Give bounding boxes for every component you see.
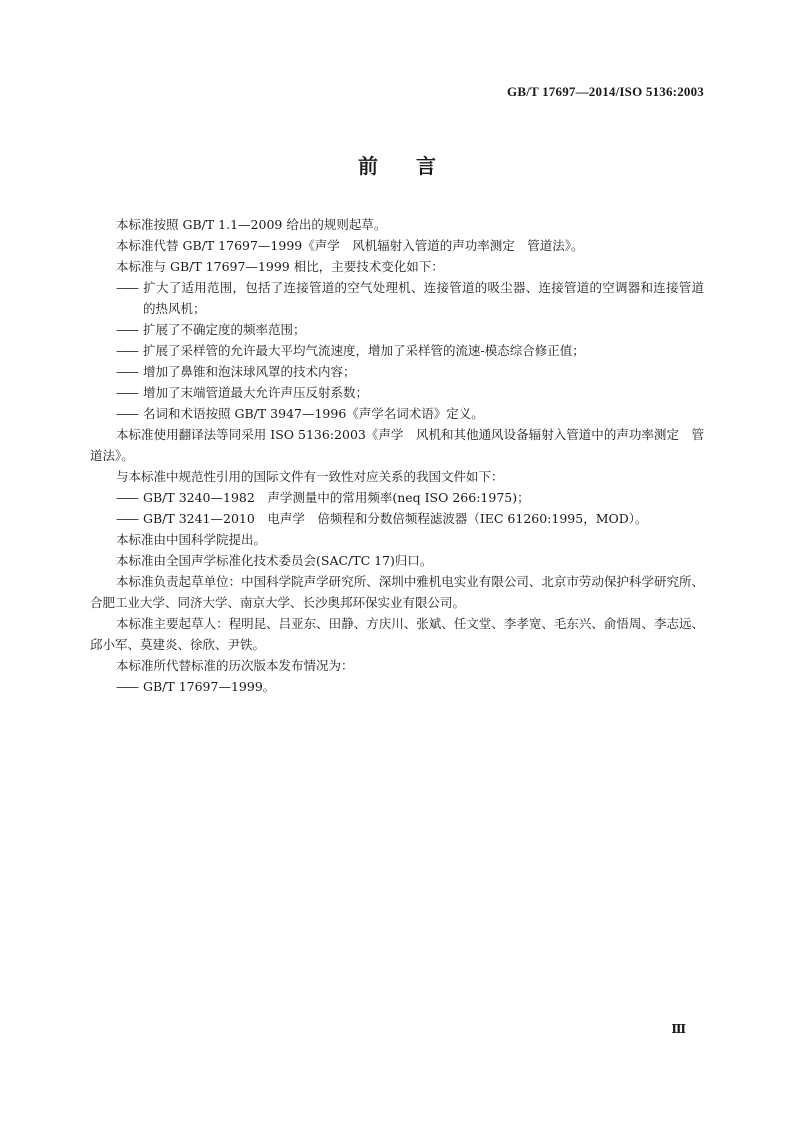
list-item: —— GB/T 3241—2010 电声学 倍频程和分数倍频程滤波器（IEC 61260:1995，MOD）。 [90, 508, 704, 529]
list-item: —— 增加了末端管道最大允许声压反射系数； [90, 382, 704, 403]
list-item: —— GB/T 3240—1982 声学测量中的常用频率(neq ISO 266:1975)； [90, 487, 704, 508]
paragraph: 本标准主要起草人：程明昆、吕亚东、田静、方庆川、张斌、任文堂、李孝宽、毛东兴、俞悟周、李志远、邱小军、莫建炎、徐欣、尹铁。 [90, 616, 704, 652]
page-number: Ⅲ [671, 1022, 686, 1036]
list-item: —— GB/T 17697—1999。 [90, 676, 704, 697]
dash-mark: —— [116, 406, 137, 421]
dash-mark: —— [116, 385, 137, 400]
standard-number: GB/T 17697—2014/ISO 5136:2003 [507, 84, 704, 99]
list-item: —— 扩展了不确定度的频率范围； [90, 319, 704, 340]
dash-mark: —— [116, 490, 137, 505]
list-item: —— 增加了鼻锥和泡沫球风罩的技术内容； [90, 361, 704, 382]
page-title: 前言 [358, 154, 474, 178]
list-item: —— 名词和术语按照 GB/T 3947—1996《声学名词术语》定义。 [90, 403, 704, 424]
dash-mark: —— [116, 511, 137, 526]
paragraph: 本标准负责起草单位：中国科学院声学研究所、深圳中雅机电实业有限公司、北京市劳动保护科学研究所、合肥工业大学、同济大学、南京大学、长沙奥邦环保实业有限公司。 [90, 574, 704, 610]
paragraph: 本标准与 GB/T 17697—1999 相比，主要技术变化如下： [116, 259, 444, 274]
paragraph: 本标准代替 GB/T 17697—1999《声学 风机辐射入管道的声功率测定 管道法》。 [116, 238, 584, 253]
paragraph: 本标准所代替标准的历次版本发布情况为： [116, 658, 354, 673]
paragraph: 本标准使用翻译法等同采用 ISO 5136:2003《声学 风机和其他通风设备辐射入管道中的声功率测定 管道法》。 [90, 427, 704, 463]
list-item: —— 扩大了适用范围，包括了连接管道的空气处理机、连接管道的吸尘器、连接管道的空调器和连接管道的热风机； [90, 277, 704, 319]
dash-mark: —— [116, 280, 137, 295]
dash-mark: —— [116, 679, 137, 694]
paragraph: 本标准由全国声学标准化技术委员会(SAC/TC 17)归口。 [116, 553, 433, 568]
paragraph: 与本标准中规范性引用的国际文件有一致性对应关系的我国文件如下： [116, 469, 504, 484]
dash-mark: —— [116, 322, 137, 337]
dash-mark: —— [116, 343, 137, 358]
paragraph: 本标准按照 GB/T 1.1—2009 给出的规则起草。 [116, 217, 387, 232]
list-item: —— 扩展了采样管的允许最大平均气流速度，增加了采样管的流速-模态综合修正值； [90, 340, 704, 361]
foreword-body [90, 214, 704, 697]
paragraph: 本标准由中国科学院提出。 [116, 532, 267, 547]
dash-mark: —— [116, 364, 137, 379]
